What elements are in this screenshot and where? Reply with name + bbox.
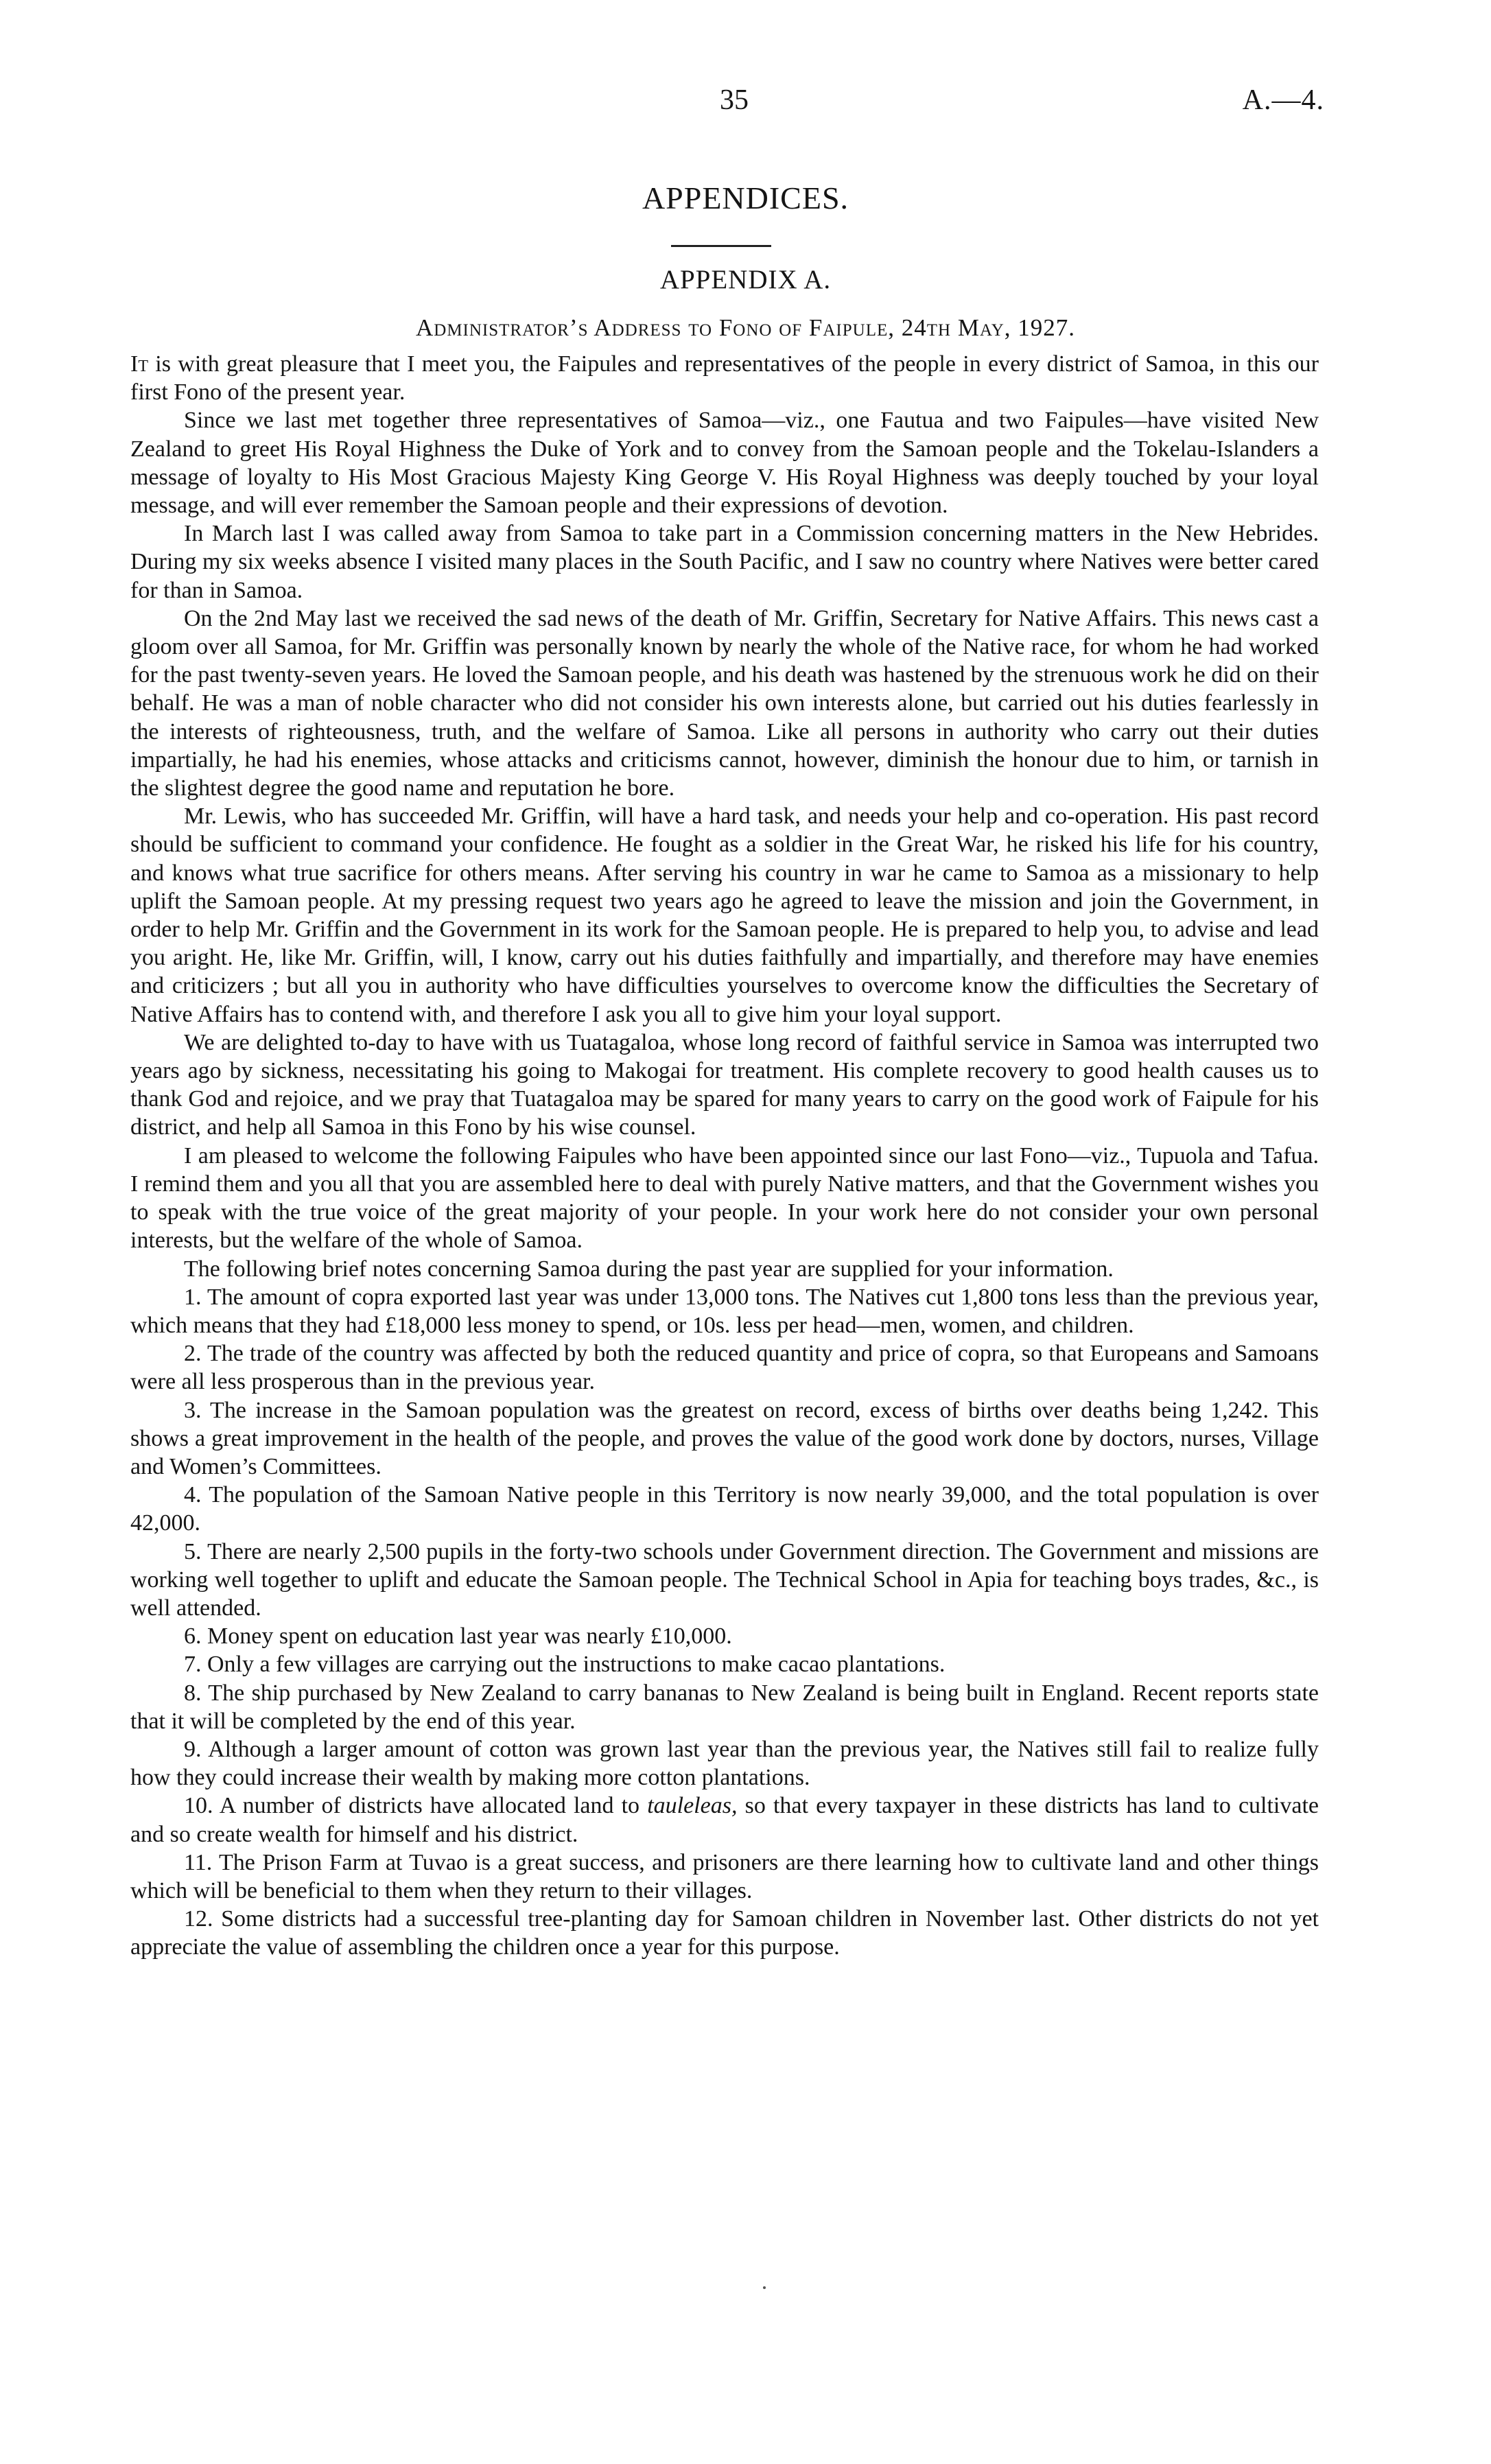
paragraph-opening	[130, 350, 1319, 406]
note-item-cotton: 9. Although a larger amount of cotton was grown last year than the previous year, the Natives still fail to realize fully how they could increase their wealth by making more cotton plantations.	[130, 1736, 1319, 1791]
note-item-cacao: 7. Only a few villages are carrying out the instructions to make cacao plantations.	[184, 1652, 946, 1678]
appendices-title: APPENDICES.	[642, 180, 849, 215]
title-divider	[671, 245, 771, 247]
paragraph-text: is with great pleasure that I meet you, the Faipules and representatives of the people in every district of Samoa, in this our first Fono of the present year.	[130, 351, 1319, 406]
paragraph-tuatagaloa: We are delighted to-day to have with us Tuatagaloa, whose long record of faithful service in Samoa was interrupted two years ago by sickness, necessitating his going to Makogai for treatment. His complete recovery to good health causes us to thank God and rejoice, and we pray that Tuatagaloa may be spared for many years to carry on the good work of Faipule for his district, and help all Samoa in this Fono by his wise counsel.	[130, 1029, 1319, 1140]
opening-word: It	[130, 351, 148, 377]
paragraph-notes-intro: The following brief notes concerning Samoa during the past year are supplied for your information.	[184, 1256, 1114, 1282]
page-number: 35	[720, 84, 749, 116]
note-item-education-spending: 6. Money spent on education last year was nearly £10,000.	[184, 1623, 732, 1650]
paragraph-new-faipules: I am pleased to welcome the following Faipules who have been appointed since our last Fono—viz., Tupuola and Tafua. I remind them and you all that you are assembled here to deal with purely Native matters, and that the Government wishes you to speak with the true voice of the great majority of your people. In your work here do not consider your own personal interests, but the welfare of the whole of Samoa.	[130, 1142, 1319, 1254]
note-item-trade: 2. The trade of the country was affected by both the reduced quantity and price of copra, so that Europeans and Samoans were all less prosperous than in the previous year.	[130, 1341, 1319, 1395]
paragraph-lewis: Mr. Lewis, who has succeeded Mr. Griffin, will have a hard task, and needs your help and co-operation. His past record should be sufficient to command your confidence. He fought as a soldier in the Great War, he risked his life for his country, and knows what true sacrifice for others means. After serving his country in war he came to Samoa as a missionary to help uplift the Samoan people. At my pressing request two years ago he agreed to leave the mission and join the Government, in order to help Mr. Griffin and the Government in its work for the Samoan people. He is prepared to help you, to advise and lead you aright. He, like Mr. Griffin, will, I know, carry out his duties faithfully and impartially, and therefore may have enemies and criticizers ; but all you in authority who have difficulties yourselves to overcome know the difficulties the Secretary of Native Affairs has to contend with, and therefore I ask you all to give him your loyal support.	[130, 803, 1319, 1027]
note-item-prison-farm: 11. The Prison Farm at Tuvao is a great success, and prisoners are there learning how to cultivate land and other things which will be beneficial to them when they return to their villages.	[130, 1849, 1319, 1903]
note-item-banana-ship: 8. The ship purchased by New Zealand to carry bananas to New Zealand is being built in England. Recent reports state that it will be completed by the end of this year.	[130, 1680, 1319, 1734]
paragraph-griffin: On the 2nd May last we received the sad news of the death of Mr. Griffin, Secretary for Native Affairs. This news cast a gloom over all Samoa, for Mr. Griffin was personally known by nearly the whole of the Native race, for whom he had worked for the past twenty-seven years. He loved the Samoan people, and his death was hastened by the strenuous work he did on their behalf. He was a man of noble character who did not consider his own interests alone, but carried out his duties fearlessly in the interests of righteousness, truth, and the welfare of Samoa. Like all persons in authority who carry out their duties impartially, he had his enemies, whose attacks and criticisms cannot, however, diminish the honour due to him, or tarnish in the slightest degree the good name and reputation he bore.	[130, 605, 1319, 801]
note-item-tree-planting: 12. Some districts had a successful tree-planting day for Samoan children in November last. Other districts do not yet appreciate the value of assembling the children once a year for this purpose.	[130, 1906, 1319, 1960]
print-speck	[763, 2286, 766, 2289]
appendix-a-title: APPENDIX A.	[659, 265, 832, 294]
document-reference: A.—4.	[1242, 84, 1324, 116]
note-item-population-total: 4. The population of the Samoan Native people in this Territory is now nearly 39,000, and the total population is over 42,000.	[130, 1482, 1319, 1536]
note-item-tauleleas	[130, 1792, 1319, 1848]
note-item-population-increase: 3. The increase in the Samoan population was the greatest on record, excess of births over deaths being 1,242. This shows a great improvement in the health of the people, and proves the value of the good work done by doctors, nurses, Village and Women’s Committees.	[130, 1397, 1319, 1479]
paragraph-new-hebrides: In March last I was called away from Samoa to take part in a Commission concerning matters in the New Hebrides. During my six weeks absence I visited many places in the South Pacific, and I saw no country where Natives were better cared for than in Samoa.	[130, 521, 1319, 603]
paragraph-text-continued: so that every taxpayer in these districts has land to cultivate and so create wealth for himself and his district.	[130, 1793, 1319, 1847]
note-item-copra: 1. The amount of copra exported last year was under 13,000 tons. The Natives cut 1,800 tons less than the previous year, which means that they had £18,000 less money to spend, or 10s. less per head—men, women, and children.	[130, 1284, 1319, 1338]
address-body	[130, 350, 1319, 1962]
address-heading: Administrator’s Address to Fono of Faipule, 24th May, 1927.	[415, 314, 1076, 341]
paragraph-delegation: Since we last met together three representatives of Samoa—viz., one Fautua and two Faipules—have visited New Zealand to greet His Royal Highness the Duke of York and to convey from the Samoan people and the Tokelau-Islanders a message of loyalty to His Most Gracious Majesty King George V. His Royal Highness was deeply touched by your loyal message, and will ever remember the Samoan people and their expressions of devotion.	[130, 408, 1319, 519]
note-item-schools: 5. There are nearly 2,500 pupils in the forty-two schools under Government direction. The Government and missions are working well together to uplift and educate the Samoan people. The Technical School in Apia for teaching boys trades, &c., is well attended.	[130, 1538, 1319, 1621]
paragraph-text: 10. A number of districts have allocated land to	[184, 1793, 648, 1819]
italic-term: tauleleas,	[647, 1793, 738, 1819]
